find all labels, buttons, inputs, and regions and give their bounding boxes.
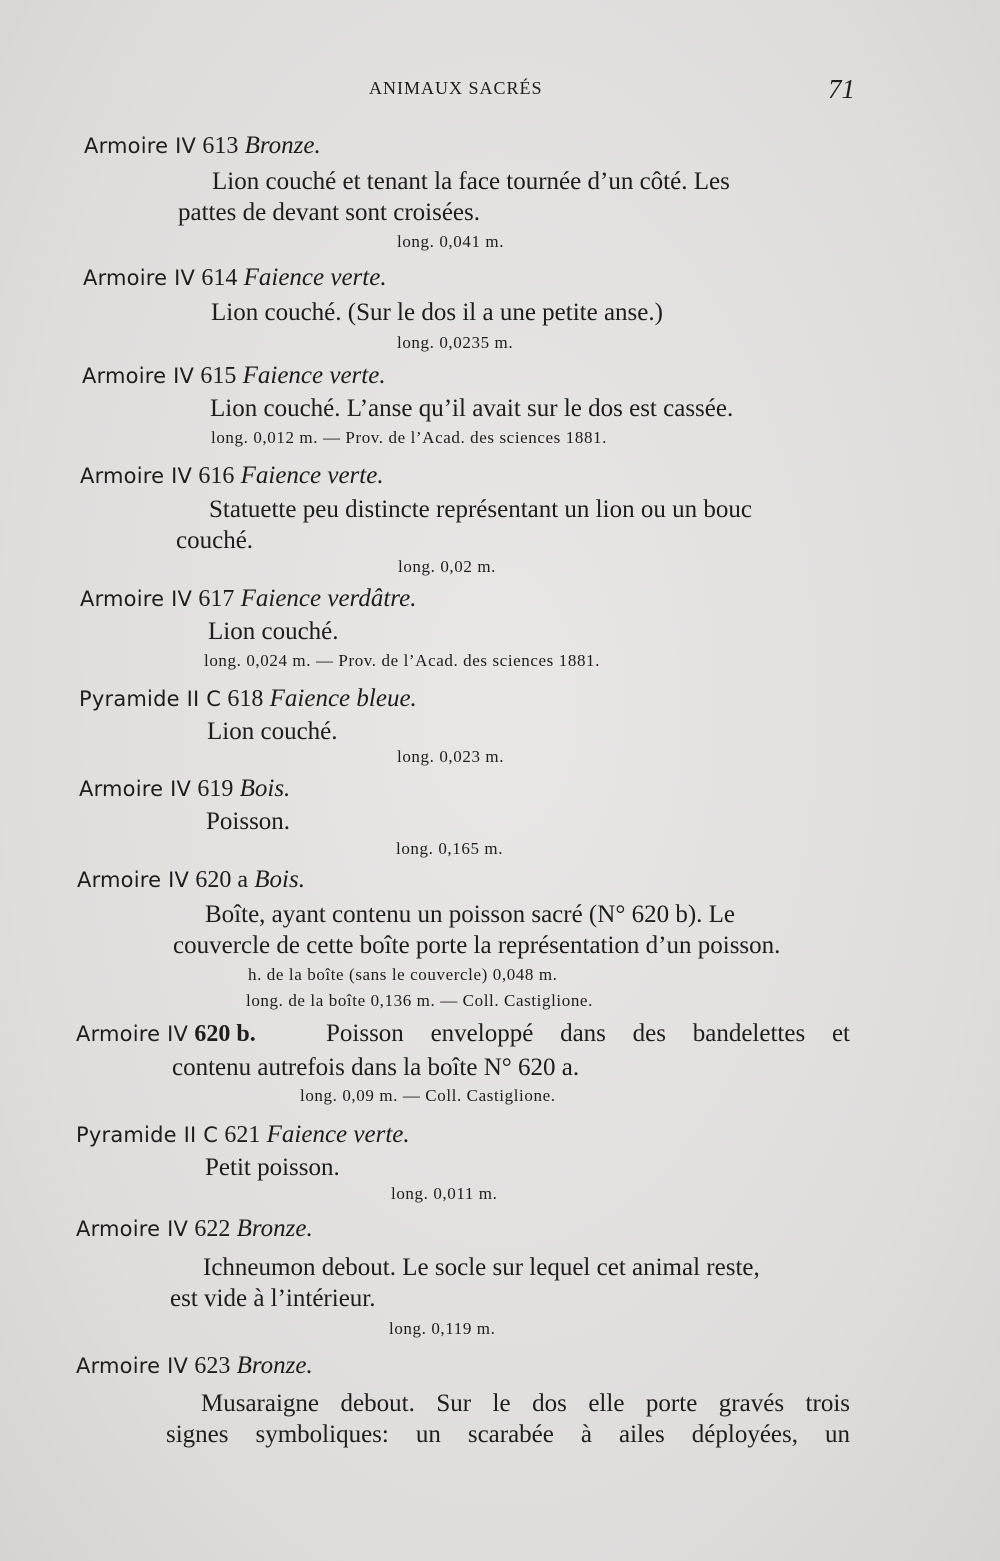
entry-location: Pyramide II C <box>79 687 222 711</box>
entry-material: Faience verdâtre. <box>240 585 417 612</box>
entry-description <box>172 1052 852 1083</box>
entry-number: 617 <box>198 586 235 612</box>
entry-material: Faience verte. <box>242 362 386 389</box>
measurement: long. 0,09 m. — Coll. Castiglione. <box>300 1086 556 1105</box>
description-line: Poisson. <box>206 808 291 835</box>
entry-number: 618 <box>227 686 264 712</box>
entry-description <box>178 166 860 228</box>
description-line: Ichneumon debout. Le socle sur lequel cet animal reste, <box>203 1254 760 1281</box>
entry-number: 613 <box>202 133 239 159</box>
entry-number: 616 <box>198 463 235 489</box>
entry-description <box>176 494 856 556</box>
page-number: 71 <box>828 74 855 104</box>
description-line: Boîte, ayant contenu un poisson sacré (N° 620 b). Le <box>205 901 736 928</box>
measurement: long. 0,119 m. <box>389 1319 496 1338</box>
entry-heading <box>84 132 321 160</box>
entry-description <box>170 1252 860 1314</box>
measurement: long. 0,02 m. <box>398 557 496 576</box>
description-line: pattes de devant sont croisées. <box>178 199 480 226</box>
entry-number: 620 b. <box>194 1021 256 1047</box>
entry-material: Bois. <box>239 775 291 802</box>
entry-location: Armoire IV <box>77 868 190 892</box>
measurement: long. de la boîte 0,136 m. — Coll. Castiglione. <box>246 991 593 1010</box>
entry-location: Armoire IV <box>82 364 195 388</box>
entry-description <box>166 1388 850 1450</box>
entry-location: Armoire IV <box>76 1217 189 1241</box>
description-line: Lion couché. L’anse qu’il avait sur le dos est cassée. <box>210 395 734 422</box>
entry-number: 620 a <box>195 867 249 893</box>
entry-number: 615 <box>200 363 237 389</box>
entry-material: Bronze. <box>236 1215 313 1242</box>
entry-location: Armoire IV <box>79 777 192 801</box>
entry-heading <box>80 585 416 613</box>
description-line: Musaraigne debout. Sur le dos elle porte gravés trois <box>201 1390 850 1417</box>
description-line: Petit poisson. <box>205 1154 340 1181</box>
description-line: Statuette peu distincte représentant un lion ou un bouc <box>209 496 752 523</box>
entry-material: Bronze. <box>236 1352 313 1379</box>
entry-description <box>208 616 808 647</box>
entry-location: Armoire IV <box>76 1354 189 1378</box>
entry-number: 614 <box>201 265 238 291</box>
description-line: Lion couché. (Sur le dos il a une petite anse.) <box>211 299 663 326</box>
measurement: long. 0,041 m. <box>397 232 505 251</box>
measurement: long. 0,0235 m. <box>397 333 514 352</box>
entry-description <box>211 297 851 328</box>
entry-location: Armoire IV <box>80 587 193 611</box>
entry-location: Armoire IV <box>80 464 193 488</box>
entry-material: Bois. <box>254 866 305 893</box>
entry-location: Pyramide II C <box>76 1123 219 1147</box>
description-line: couvercle de cette boîte porte la représentation d’un poisson. <box>173 932 781 959</box>
entry-heading <box>79 685 417 713</box>
entry-location: Armoire IV <box>76 1022 189 1046</box>
entry-description <box>207 716 807 747</box>
entry-heading <box>82 362 386 390</box>
measurement: h. de la boîte (sans le couvercle) 0,048 m. <box>248 965 558 984</box>
description-line: signes symboliques: un scarabée à ailes déployées, un <box>166 1421 850 1448</box>
entry-number: 619 <box>197 776 234 802</box>
entry-description <box>173 899 853 961</box>
entry-heading <box>76 1215 313 1243</box>
entry-heading <box>80 462 384 490</box>
entry-location: Armoire IV <box>84 134 197 158</box>
entry-description <box>210 393 860 424</box>
description-line: Poisson enveloppé dans des bandelettes et <box>326 1020 850 1047</box>
description-line: Lion couché et tenant la face tournée d’un côté. Les <box>212 168 730 195</box>
entry-material: Faience verte. <box>240 462 384 489</box>
running-title: ANIMAUX SACRÉS <box>369 78 543 98</box>
measurement: long. 0,011 m. <box>391 1184 498 1203</box>
entry-material: Faience bleue. <box>269 685 417 712</box>
description-line: contenu autrefois dans la boîte N° 620 a. <box>172 1054 580 1081</box>
entry-description <box>206 806 806 837</box>
entry-number: 623 <box>194 1353 231 1379</box>
description-line: Lion couché. <box>207 718 338 745</box>
entry-description <box>205 1152 805 1183</box>
entry-location: Armoire IV <box>83 266 196 290</box>
description-line: couché. <box>176 527 254 554</box>
entry-heading <box>79 775 290 803</box>
entry-number: 621 <box>224 1122 261 1148</box>
entry-material: Bronze. <box>244 132 321 159</box>
entry-number: 622 <box>194 1216 231 1242</box>
description-line: est vide à l’intérieur. <box>170 1285 376 1312</box>
measurement: long. 0,165 m. <box>396 839 504 858</box>
measurement: long. 0,012 m. — Prov. de l’Acad. des sciences 1881. <box>211 428 608 447</box>
entry-material: Faience verte. <box>243 264 387 291</box>
entry-heading <box>76 1352 313 1380</box>
description-line: Lion couché. <box>208 618 339 645</box>
entry-heading <box>77 866 305 894</box>
entry-heading <box>76 1121 410 1149</box>
entry-heading <box>76 1020 850 1048</box>
measurement: long. 0,024 m. — Prov. de l’Acad. des sciences 1881. <box>204 651 601 670</box>
entry-heading <box>83 264 387 292</box>
measurement: long. 0,023 m. <box>397 747 505 766</box>
entry-material: Faience verte. <box>266 1121 410 1148</box>
